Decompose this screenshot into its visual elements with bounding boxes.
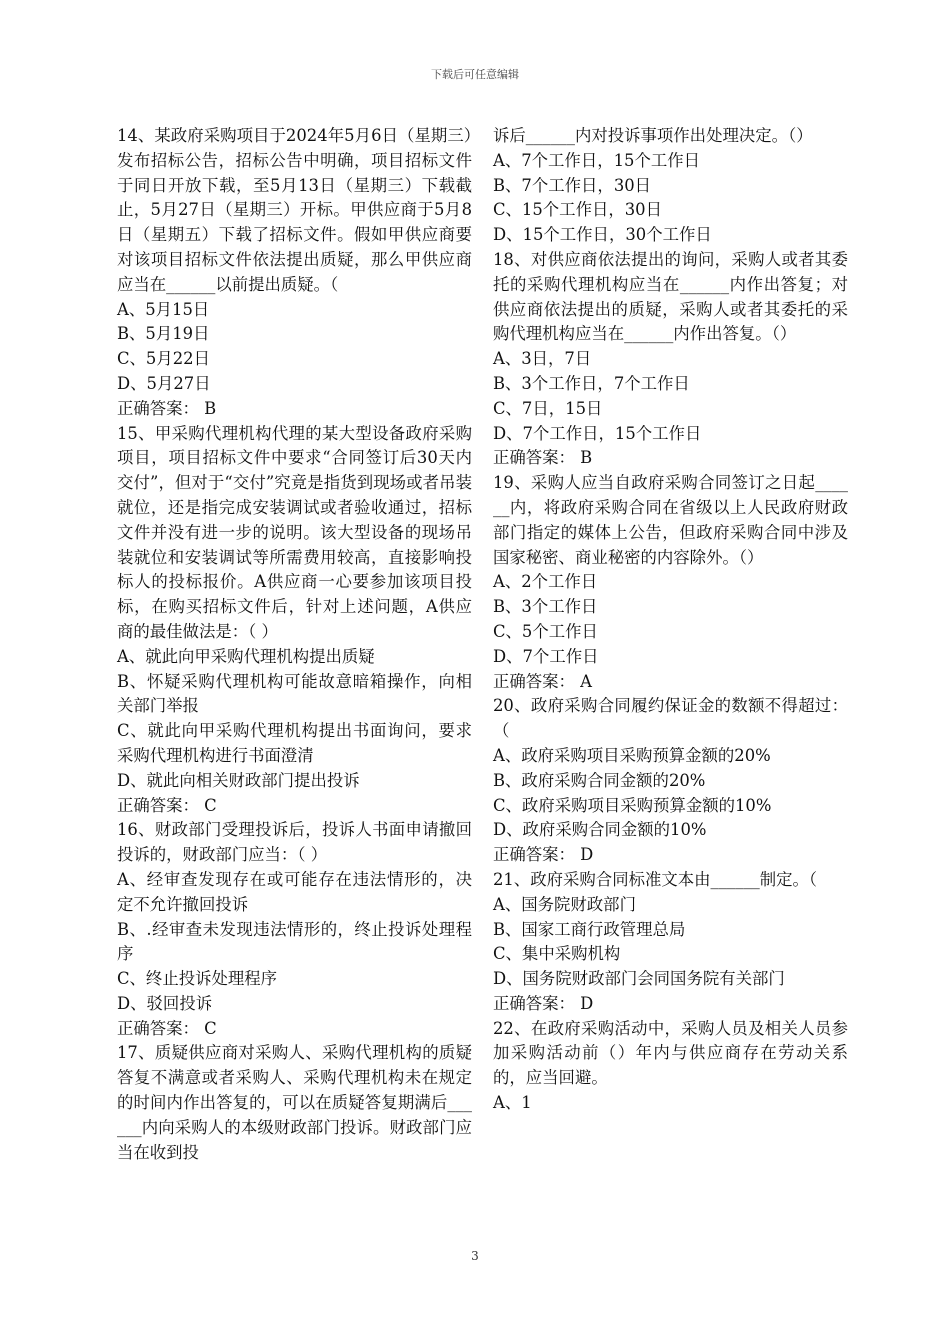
text-paragraph: A、5月15日 xyxy=(117,299,210,319)
text-paragraph: B、政府采购合同金额的20% xyxy=(493,770,706,790)
text-paragraph: D、15个工作日，30个工作日 xyxy=(493,225,712,245)
text-paragraph: 诉后______内对投诉事项作出处理决定。（） xyxy=(493,126,813,145)
text-paragraph: 20、政府采购合同履约保证金的数额不得超过：（ xyxy=(493,696,848,741)
text-paragraph: C、终止投诉处理程序 xyxy=(117,969,278,989)
text-paragraph: A、经审查发现存在或可能存在违法情形的，决定不允许撤回投诉 xyxy=(117,869,472,914)
text-paragraph: 21、政府采购合同标准文本由______制定。（ xyxy=(493,869,818,889)
text-paragraph: 正确答案： B xyxy=(117,398,217,418)
text-paragraph: 正确答案： C xyxy=(117,1018,217,1038)
text-paragraph: A、2个工作日 xyxy=(493,572,598,592)
text-paragraph: C、集中采购机构 xyxy=(493,944,621,964)
text-paragraph: 正确答案： B xyxy=(493,448,593,468)
text-paragraph: D、政府采购合同金额的10% xyxy=(493,820,707,840)
text-paragraph: B、3个工作日 xyxy=(493,597,598,617)
text-paragraph: 正确答案： C xyxy=(117,795,217,815)
right-column xyxy=(493,124,848,1116)
text-paragraph: D、国务院财政部门会同国务院有关部门 xyxy=(493,969,785,989)
text-paragraph: D、驳回投诉 xyxy=(117,993,213,1013)
text-paragraph: D、就此向相关财政部门提出投诉 xyxy=(117,770,360,790)
text-paragraph: 15、甲采购代理机构代理的某大型设备政府采购项目，项目招标文件中要求“合同签订后30天内交付”，但对于“交付”究竟是指货到现场或者吊装就位，还是指完成安装调试或者验收通过，招标文件并没有进一步的说明。该大型设备的现场吊装就位和安装调试等所需费用较高，直接影响投标人的投标报价。A供应商一心要参加该项目投标，在购买招标文件后，针对上述问题，A供应商的最佳做法是：（ ） xyxy=(117,423,472,641)
text-paragraph: 17、质疑供应商对采购人、采购代理机构的质疑答复不满意或者采购人、采购代理机构未在规定的时间内作出答复的，可以在质疑答复期满后______内向采购人的本级财政部门投诉。财政部门应当在收到投 xyxy=(117,1043,472,1162)
text-paragraph: C、5月22日 xyxy=(117,349,210,369)
text-paragraph: D、7个工作日，15个工作日 xyxy=(493,423,702,443)
page-header: 下载后可任意编辑 xyxy=(431,68,519,81)
text-paragraph: 14、某政府采购项目于2024年5月6日（星期三）发布招标公告，招标公告中明确，项目招标文件于同日开放下载，至5月13日（星期三）下载截止，5月27日（星期三）开标。甲供应商于5月8日（星期五）下载了招标文件。假如甲供应商要对该项目招标文件依法提出质疑，那么甲供应商应当在______以前提出质疑。（ xyxy=(117,126,472,294)
text-paragraph: C、5个工作日 xyxy=(493,621,598,641)
text-paragraph: A、政府采购项目采购预算金额的20% xyxy=(493,745,771,765)
text-paragraph: A、1 xyxy=(493,1093,532,1113)
text-paragraph: C、政府采购项目采购预算金额的10% xyxy=(493,795,772,815)
text-paragraph: A、国务院财政部门 xyxy=(493,894,636,914)
text-paragraph: 正确答案： A xyxy=(493,671,592,691)
text-paragraph: A、就此向甲采购代理机构提出质疑 xyxy=(117,646,375,666)
text-paragraph: 19、采购人应当自政府采购合同签订之日起______内，将政府采购合同在省级以上人民政府财政部门指定的媒体上公告，但政府采购合同中涉及国家秘密、商业秘密的内容除外。（） xyxy=(493,473,848,567)
page-number: 3 xyxy=(471,1249,479,1263)
text-paragraph: A、7个工作日，15个工作日 xyxy=(493,150,701,170)
text-paragraph: 正确答案： D xyxy=(493,993,594,1013)
text-paragraph: 正确答案： D xyxy=(493,845,594,865)
text-paragraph: 22、在政府采购活动中，采购人员及相关人员参加采购活动前（）年内与供应商存在劳动关系的，应当回避。 xyxy=(493,1018,848,1088)
text-paragraph: B、5月19日 xyxy=(117,324,210,344)
text-paragraph: C、7日，15日 xyxy=(493,398,603,418)
text-paragraph: 16、财政部门受理投诉后，投诉人书面申请撤回投诉的，财政部门应当：（ ） xyxy=(117,820,472,865)
text-paragraph: B、3个工作日，7个工作日 xyxy=(493,373,690,393)
text-paragraph: D、5月27日 xyxy=(117,373,211,393)
text-paragraph: C、就此向甲采购代理机构提出书面询问，要求采购代理机构进行书面澄清 xyxy=(117,721,472,765)
text-paragraph: D、7个工作日 xyxy=(493,646,599,666)
text-paragraph: B、7个工作日，30日 xyxy=(493,175,652,195)
text-paragraph: A、3日，7日 xyxy=(493,349,592,369)
text-paragraph: B、.经审查未发现违法情形的，终止投诉处理程序 xyxy=(117,919,472,964)
text-paragraph: B、国家工商行政管理总局 xyxy=(493,919,686,939)
text-paragraph: 18、对供应商依法提出的询问，采购人或者其委托的采购代理机构应当在______内作出答复；对供应商依法提出的质疑，采购人或者其委托的采购代理机构应当在______内作出答复。（） xyxy=(493,249,848,344)
text-paragraph: C、15个工作日，30日 xyxy=(493,200,662,220)
left-column xyxy=(117,124,472,1165)
text-paragraph: B、怀疑采购代理机构可能故意暗箱操作，向相关部门举报 xyxy=(117,671,472,716)
